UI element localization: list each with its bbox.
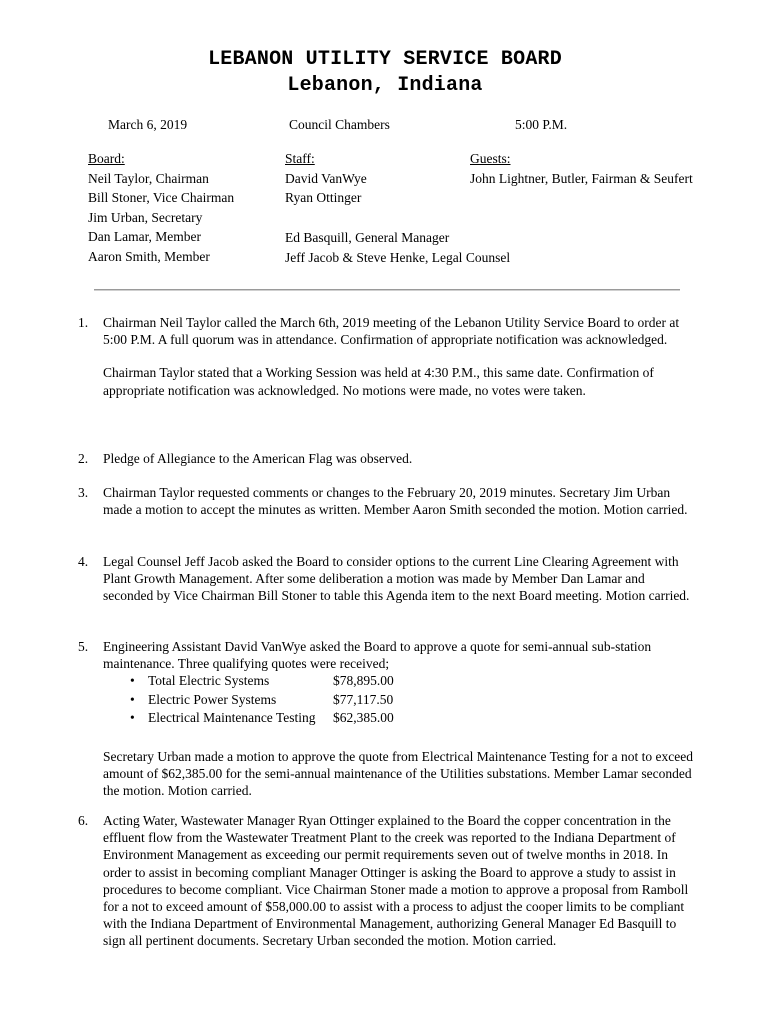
agenda-item-5: [78, 638, 698, 799]
quote-amount: $62,385.00: [333, 710, 394, 726]
item-number: 1.: [78, 315, 89, 330]
item-paragraph: Legal Counsel Jeff Jacob asked the Board to consider options to the current Line Clearing Agreement with Plant Growth Management. After some deliberation a motion was made by Member Dan Lamar and seconded by Vice Chairman Bill Stoner to table this Agenda item to the next Board meeting. Motion carried.: [103, 554, 690, 604]
document-title: LEBANON UTILITY SERVICE BOARD: [208, 48, 562, 71]
agenda-item-6: [78, 812, 698, 950]
item-number: 6.: [78, 813, 89, 828]
item-number: 3.: [78, 485, 89, 500]
item-number: 2.: [78, 451, 89, 466]
board-member: Bill Stoner, Vice Chairman: [88, 190, 235, 206]
staff-heading: Staff:: [285, 151, 315, 166]
quote-list: [103, 672, 698, 727]
board-member: Dan Lamar, Member: [88, 229, 202, 245]
meeting-date: March 6, 2019: [108, 117, 188, 132]
bullet: •: [130, 710, 135, 726]
item-paragraph: Acting Water, Wastewater Manager Ryan Ottinger explained to the Board the copper concentration in the effluent flow from the Wastewater Treatment Plant to the creek was reported to the Indiana Department of Environment Management as exceeding our permit requirements seven out of twelve months in 2018. In order to assist in becoming compliant Manager Ottinger is asking the Board to approve a study to assist in procedures to become compliant. Vice Chairman Stoner made a motion to approve a proposal from Ramboll for a not to exceed amount of $58,000.00 to assist with a process to adjust the cooper limits to be compliant with the Indiana Department of Environmental Management, authorizing General Manager Ed Basquill to sign all pertinent documents. Secretary Urban seconded the motion. Motion carried.: [103, 813, 689, 949]
management-member: Jeff Jacob & Steve Henke, Legal Counsel: [285, 249, 511, 265]
board-member: Jim Urban, Secretary: [88, 209, 203, 225]
board-list: [88, 149, 234, 267]
quote-amount: $77,117.50: [333, 691, 394, 707]
quote-item: [103, 672, 698, 690]
bullet: •: [130, 691, 135, 707]
agenda-item-4: [78, 553, 698, 605]
bullet: •: [130, 673, 135, 689]
item-paragraph: Chairman Neil Taylor called the March 6th, 2019 meeting of the Lebanon Utility Service Board to order at 5:00 P.M. A full quorum was in attendance. Confirmation of appropriate notification was acknowledged.: [103, 315, 680, 348]
staff-member: David VanWye: [285, 170, 367, 186]
document-subtitle: Lebanon, Indiana: [287, 74, 483, 97]
quote-item: [103, 691, 698, 709]
guest: John Lightner, Butler, Fairman & Seufert: [470, 170, 693, 186]
quote-amount: $78,895.00: [333, 673, 394, 689]
quote-vendor: Electric Power Systems: [148, 691, 277, 707]
meeting-location: Council Chambers: [289, 117, 390, 132]
item-number: 5.: [78, 639, 89, 654]
agenda-item-1: [78, 314, 698, 399]
board-member: Aaron Smith, Member: [88, 248, 210, 264]
item-paragraph: Chairman Taylor requested comments or changes to the February 20, 2019 minutes. Secretary Jim Urban made a motion to accept the minutes as written. Member Aaron Smith seconded the motion. Motion carried.: [103, 485, 688, 518]
board-member: Neil Taylor, Chairman: [88, 170, 209, 186]
quote-item: [103, 709, 698, 727]
item-number: 4.: [78, 554, 89, 569]
guests-heading: Guests:: [470, 151, 511, 166]
staff-member: Ryan Ottinger: [285, 190, 362, 206]
item-paragraph: Pledge of Allegiance to the American Flag was observed.: [103, 451, 413, 466]
quote-vendor: Electrical Maintenance Testing: [148, 710, 316, 726]
management-member: Ed Basquill, General Manager: [285, 230, 450, 245]
meeting-time: 5:00 P.M.: [515, 117, 568, 132]
staff-list: [285, 149, 367, 208]
item-paragraph: Engineering Assistant David VanWye asked the Board to approve a quote for semi-annual sub-station maintenance. Three qualifying quotes were received;: [103, 639, 652, 672]
item-paragraph: Secretary Urban made a motion to approve the quote from Electrical Maintenance Testing for a not to exceed amount of $62,385.00 for the semi-annual maintenance of the Utilities substations. Member Lamar seconded the motion. Motion carried.: [103, 748, 693, 798]
guests-list: [470, 149, 693, 188]
board-heading: Board:: [88, 151, 125, 166]
section-divider: [94, 289, 680, 291]
quote-vendor: Total Electric Systems: [148, 673, 270, 689]
agenda-item-3: [78, 484, 698, 518]
item-paragraph: Chairman Taylor stated that a Working Session was held at 4:30 P.M., this same date. Confirmation of appropriate notification was acknowledged. No motions were made, no votes were taken.: [103, 365, 654, 398]
agenda-item-2: [78, 450, 698, 467]
management-list: [285, 228, 510, 267]
